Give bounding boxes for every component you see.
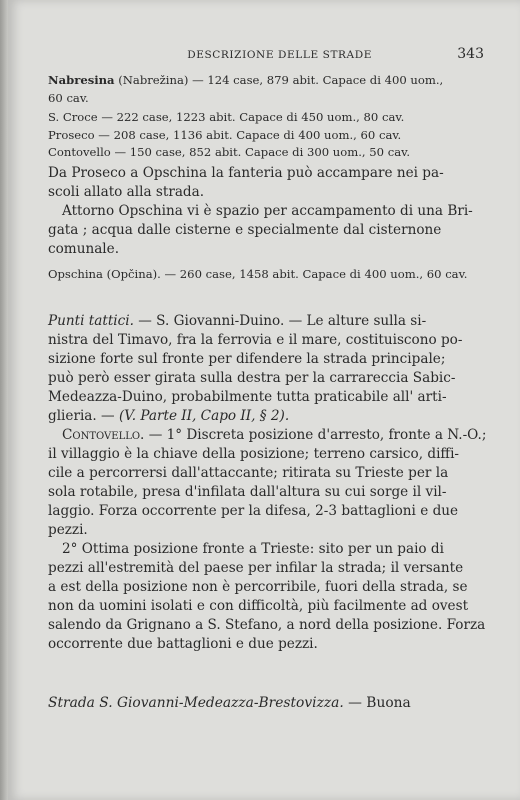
text-line: non da uomini isolati e con difficoltà, più facilmente ad ovest [48, 598, 469, 614]
text-line: pezzi. [48, 522, 88, 538]
place-name: Nabresina [48, 73, 115, 87]
text-line: sola rotabile, presa d'infilata dall'altura su cui sorge il vil- [48, 484, 447, 500]
text-span: glieria. — [48, 408, 119, 424]
text-line: sizione forte sul fronte per difendere la strada principale; [48, 351, 446, 367]
text-span: — Buona [343, 695, 411, 711]
text-line: il villaggio è la chiave della posizione; terreno carsico, diffi- [48, 446, 460, 462]
stats-nabresina [48, 72, 468, 107]
stats-text: (Nabrežina) — 124 case, 879 abit. Capace di 400 uom., [114, 73, 444, 87]
cross-reference: (V. Parte II, Capo II, § 2). [118, 408, 290, 424]
text-line: salendo da Grignano a S. Stefano, a nord della posizione. Forza [48, 617, 486, 633]
text-line: occorrente due battaglioni e due pezzi. [48, 636, 318, 652]
page-header [62, 46, 484, 62]
text-line: nistra del Timavo, fra la ferrovia e il mare, costituiscono po- [48, 332, 463, 348]
road-heading [48, 695, 468, 711]
section-heading: Punti tattici. [48, 313, 134, 329]
stats-line [48, 72, 468, 90]
text-line: può però esser girata sulla destra per la carrareccia Sabic- [48, 370, 456, 386]
paragraph-camping [48, 164, 473, 259]
stats-line: Proseco — 208 case, 1136 abit. Capace di 400 uom., 60 cav. [48, 127, 402, 142]
text-line: Attorno Opschina vi è spazio per accampamento di una Bri- [62, 203, 473, 219]
text-line [48, 312, 468, 331]
text-line: a est della posizione non è percorribile, fuori della strada, se [48, 579, 468, 595]
stats-opschina [48, 266, 468, 284]
text-line: gata ; acqua dalle cisterne e specialmente dal cisternone [48, 222, 442, 238]
stats-line: 60 cav. [48, 90, 89, 105]
running-head: DESCRIZIONE DELLE STRADE [187, 49, 373, 61]
text-line: Da Proseco a Opschina la fanteria può accampare nei pa- [48, 165, 444, 181]
text-line [48, 695, 468, 711]
road-name: Strada S. Giovanni-Medeazza-Brestovizza. [48, 695, 344, 711]
text-span: — 1° Discreta posizione d'arresto, fronte a N.-O.; [144, 427, 487, 443]
stats-line: Opschina (Opčina). — 260 case, 1458 abit. Capace di 400 uom., 60 cav. [48, 267, 468, 281]
text-span: — S. Giovanni-Duino. — Le alture sulla si- [133, 313, 427, 329]
paragraph-tactical-points [48, 312, 487, 654]
book-gutter [0, 0, 8, 800]
text-line: Medeazza-Duino, probabilmente tutta praticabile all' arti- [48, 389, 447, 405]
page-number: 343 [457, 46, 484, 62]
stats-villages [48, 109, 468, 162]
stats-line: Contovello — 150 case, 852 abit. Capace di 300 uom., 50 cav. [48, 145, 410, 159]
text-line: comunale. [48, 241, 120, 257]
stats-line: S. Croce — 222 case, 1223 abit. Capace di 450 uom., 80 cav. [48, 110, 405, 124]
text-line: cile a percorrersi dall'attaccante; ritirata su Trieste per la [48, 465, 449, 481]
text-line: scoli allato alla strada. [48, 184, 205, 200]
text-line: 2° Ottima posizione fronte a Trieste: sito per un paio di [62, 541, 444, 557]
text-line: pezzi all'estremità del paese per infilar la strada; il versante [48, 560, 464, 576]
place-name: Contovello. [62, 427, 145, 443]
text-line [48, 407, 468, 426]
text-line [48, 426, 487, 445]
text-line: laggio. Forza occorrente per la difesa, 2-3 battaglioni e due [48, 503, 459, 519]
